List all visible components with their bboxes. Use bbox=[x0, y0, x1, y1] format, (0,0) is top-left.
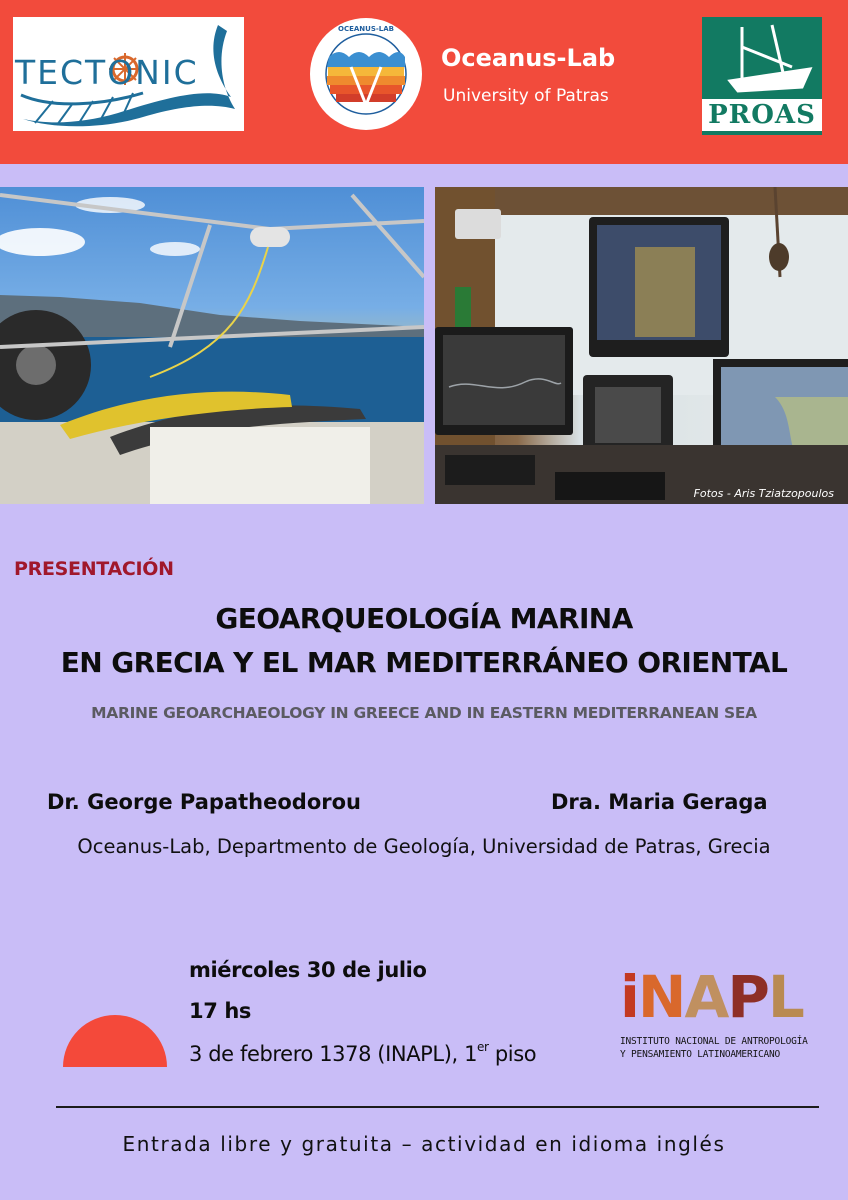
event-place-address: 3 de febrero 1378 (INAPL), 1 bbox=[189, 1042, 478, 1066]
university-subtitle: University of Patras bbox=[443, 86, 609, 106]
presentation-label: PRESENTACIÓN bbox=[14, 558, 174, 580]
footer-note: Entrada libre y gratuita – actividad en idioma inglés bbox=[122, 1132, 726, 1156]
oceanus-seal-icon bbox=[309, 17, 423, 131]
event-place-ordinal: er bbox=[477, 1040, 489, 1054]
event-time: 17 hs bbox=[189, 999, 251, 1023]
event-title-line-1: GEOARQUEOLOGÍA MARINA bbox=[215, 602, 633, 635]
inapl-name-line-1: INSTITUTO NACIONAL DE ANTROPOLOGÍA bbox=[620, 1036, 808, 1047]
photo-credit: Fotos - Aris Tziatzopoulos bbox=[693, 487, 834, 500]
proas-sailboat-icon bbox=[702, 17, 822, 103]
speaker-affiliation: Oceanus-Lab, Departmento de Geología, Universidad de Patras, Grecia bbox=[77, 835, 771, 858]
sun-semicircle-icon bbox=[63, 1015, 167, 1067]
event-title-english: MARINE GEOARCHAEOLOGY IN GREECE AND IN EASTERN MEDITERRANEAN SEA bbox=[91, 704, 757, 722]
photo-boat-deck bbox=[0, 187, 424, 504]
footer-divider bbox=[56, 1106, 819, 1108]
event-place-floor: piso bbox=[488, 1042, 537, 1066]
event-date: miércoles 30 de julio bbox=[189, 958, 427, 982]
oceanus-lab-title: Oceanus-Lab bbox=[441, 44, 616, 72]
svg-text:OCEANUS-LAB: OCEANUS-LAB bbox=[338, 25, 394, 33]
event-place bbox=[189, 1040, 536, 1066]
speaker-1: Dr. George Papatheodorou bbox=[47, 790, 361, 814]
oceanus-lab-seal bbox=[309, 17, 423, 131]
proas-logo-text: PROAS bbox=[702, 99, 822, 131]
tectonic-logo bbox=[13, 17, 244, 131]
header-banner bbox=[0, 0, 848, 164]
photo-ship-bridge bbox=[435, 187, 848, 504]
inapl-wordmark: iNAPL bbox=[620, 963, 803, 1031]
inapl-name-line-2: Y PENSAMIENTO LATINOAMERICANO bbox=[620, 1049, 781, 1060]
proas-logo bbox=[702, 17, 822, 135]
event-title-line-2: EN GRECIA Y EL MAR MEDITERRÁNEO ORIENTAL bbox=[60, 646, 788, 679]
speaker-2: Dra. Maria Geraga bbox=[551, 790, 768, 814]
inapl-logo bbox=[620, 963, 820, 1066]
tectonic-logo-text: TECTONIC bbox=[15, 53, 199, 92]
